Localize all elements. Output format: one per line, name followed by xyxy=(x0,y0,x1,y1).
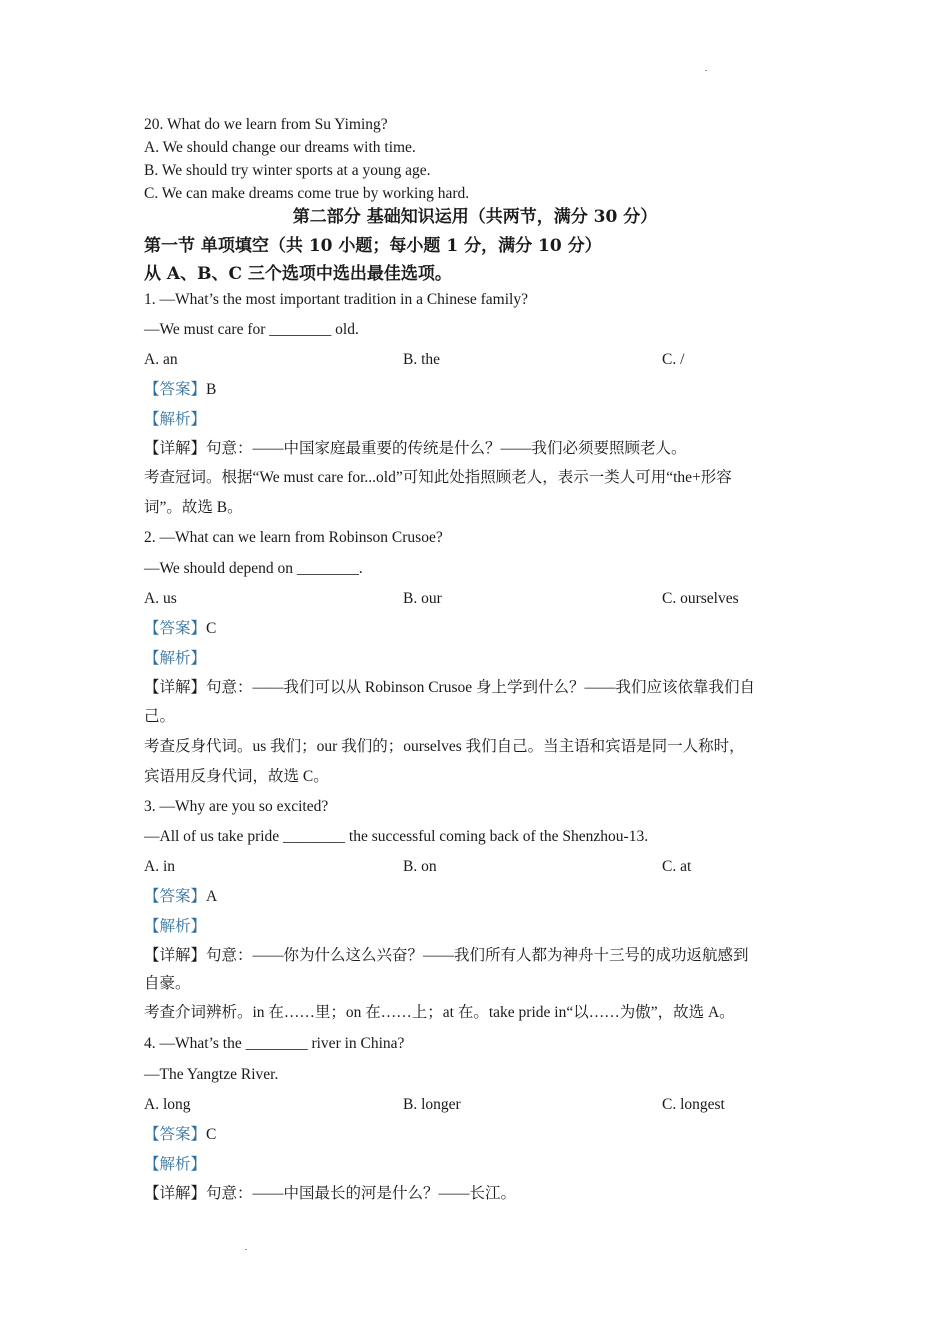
option-c: C. at xyxy=(662,858,692,875)
part-title: 第二部分 基础知识运用（共两节，满分 30 分） xyxy=(292,207,658,227)
option-a: A. in xyxy=(144,858,175,875)
detail-label: 【详解】 xyxy=(144,679,207,696)
answer-line xyxy=(144,887,217,907)
instruction: 从 A、B、C 三个选项中选出最佳选项。 xyxy=(144,264,452,284)
detail-line xyxy=(144,946,749,966)
answer-line xyxy=(144,619,216,639)
answer-value: C xyxy=(206,620,217,637)
option-c: C. longest xyxy=(662,1096,725,1113)
answer-label: 【答案】 xyxy=(144,1126,207,1143)
detail-text: 句意：——我们可以从 Robinson Crusoe 身上学到什么？——我们应该依靠我们自 xyxy=(206,679,755,696)
detail-line xyxy=(144,439,687,459)
explanation-text: 考查冠词。根据“We must care for...old”可知此处指照顾老人，表示一类人可用“the+形容 xyxy=(144,469,732,486)
answer-label: 【答案】 xyxy=(144,620,207,637)
answer-label: 【答案】 xyxy=(144,381,207,398)
detail-line xyxy=(144,1184,516,1204)
option-b: B. We should try winter sports at a young age. xyxy=(144,162,431,179)
option-b: B. longer xyxy=(403,1096,461,1113)
detail-label: 【详解】 xyxy=(144,1185,207,1202)
answer-line xyxy=(144,380,216,400)
option-a: A. an xyxy=(144,351,178,368)
question-stem: 1. —What’s the most important tradition in a Chinese family? xyxy=(144,291,528,308)
explanation-text: 自豪。 xyxy=(144,975,191,992)
option-a: A. us xyxy=(144,590,177,607)
explanation-text: 宾语用反身代词，故选 C。 xyxy=(144,768,329,785)
detail-text: 句意：——中国家庭最重要的传统是什么？——我们必须要照顾老人。 xyxy=(206,440,687,457)
answer-value: B xyxy=(206,381,217,398)
answer-value: A xyxy=(206,888,218,905)
option-c: C. ourselves xyxy=(662,590,739,607)
question-stem: 2. —What can we learn from Robinson Crusoe? xyxy=(144,529,443,546)
option-b: B. our xyxy=(403,590,442,607)
explanation-text: 词”。故选 B。 xyxy=(144,499,243,516)
option-c: C. / xyxy=(662,351,685,368)
option-b: B. on xyxy=(403,858,437,875)
detail-text: 句意：——你为什么这么兴奋？——我们所有人都为神舟十三号的成功返航感到 xyxy=(206,947,749,964)
explanation-text: 考查介词辨析。in 在……里；on 在……上；at 在。take pride in“以……为傲”，故选 A。 xyxy=(144,1004,735,1021)
answer-label: 【答案】 xyxy=(144,888,207,905)
question-reply: —We must care for ________ old. xyxy=(144,321,359,338)
scan-speck xyxy=(245,1249,247,1250)
section-title: 第一节 单项填空（共 10 小题；每小题 1 分，满分 10 分） xyxy=(144,236,602,256)
explanation-text: 考查反身代词。us 我们；our 我们的；ourselves 我们自己。当主语和宾语是同一人称时， xyxy=(144,738,745,755)
question-stem: 20. What do we learn from Su Yiming? xyxy=(144,116,388,133)
question-reply: —The Yangtze River. xyxy=(144,1066,279,1083)
option-b: B. the xyxy=(403,351,441,368)
option-a: A. We should change our dreams with time. xyxy=(144,139,416,156)
analysis-label: 【解析】 xyxy=(144,650,207,667)
scan-speck xyxy=(705,70,707,71)
option-c: C. We can make dreams come true by working hard. xyxy=(144,185,470,202)
detail-text: 句意：——中国最长的河是什么？——长江。 xyxy=(206,1185,517,1202)
analysis-label: 【解析】 xyxy=(144,918,207,935)
analysis-label: 【解析】 xyxy=(144,1156,207,1173)
question-reply: —All of us take pride ________ the successful coming back of the Shenzhou-13. xyxy=(144,828,649,845)
answer-value: C xyxy=(206,1126,217,1143)
explanation-text: 己。 xyxy=(144,708,176,725)
option-a: A. long xyxy=(144,1096,191,1113)
detail-label: 【详解】 xyxy=(144,947,207,964)
detail-label: 【详解】 xyxy=(144,440,207,457)
question-stem: 4. —What’s the ________ river in China? xyxy=(144,1035,405,1052)
question-reply: —We should depend on ________. xyxy=(144,560,363,577)
question-stem: 3. —Why are you so excited? xyxy=(144,798,329,815)
analysis-label: 【解析】 xyxy=(144,411,207,428)
detail-line xyxy=(144,678,755,698)
answer-line xyxy=(144,1125,216,1145)
